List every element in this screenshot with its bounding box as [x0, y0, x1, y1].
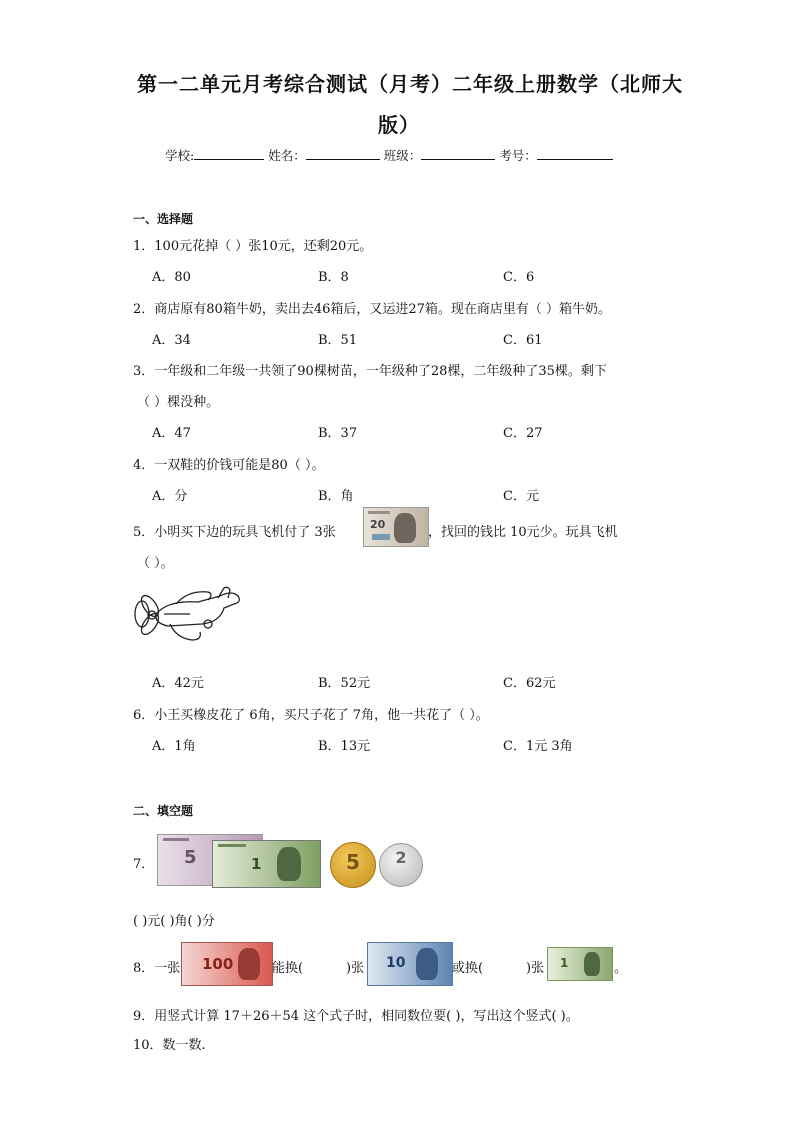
- q3-option-c[interactable]: C．27: [503, 426, 543, 441]
- page-title: 第一二单元月考综合测试（月考）二年级上册数学（北师大: [137, 72, 683, 96]
- banknote-100-yuan: [181, 942, 273, 986]
- q1-option-a[interactable]: A．80: [152, 270, 191, 285]
- q3-option-a[interactable]: A．47: [152, 426, 191, 441]
- question-5: 5．小明买下边的玩具飞机付了 3张: [133, 525, 336, 540]
- q3-option-b[interactable]: B．37: [318, 426, 358, 441]
- portrait-icon: [584, 952, 600, 976]
- q2-option-c[interactable]: C．61: [503, 333, 543, 348]
- exam-number-field[interactable]: [537, 146, 613, 160]
- q2-option-b[interactable]: B．51: [318, 333, 358, 348]
- q1-option-b[interactable]: B．8: [318, 270, 349, 285]
- class-label: 班级：: [383, 148, 422, 163]
- q2-option-a[interactable]: A．34: [152, 333, 191, 348]
- question-5-line2: （ ）。: [137, 556, 174, 571]
- coin-2-fen: [379, 843, 423, 887]
- banknote-value: 100: [202, 955, 234, 973]
- q4-option-b[interactable]: B．角: [318, 489, 354, 504]
- q8-blank-2[interactable]: [488, 957, 526, 973]
- portrait-icon: [416, 948, 438, 980]
- question-5-cont: ，找回的钱比 10元少。玩具飞机: [428, 525, 618, 540]
- question-1: 1．100元花掉（ ）张10元，还剩20元。: [133, 239, 373, 254]
- q4-option-a[interactable]: A．分: [152, 489, 188, 504]
- portrait-icon: [394, 513, 416, 543]
- question-8-part2: 能换(: [272, 961, 304, 976]
- question-8-part5: )张: [526, 961, 545, 976]
- toy-airplane-image: [128, 584, 252, 646]
- coin-value: 5: [346, 850, 360, 874]
- portrait-icon: [277, 847, 301, 881]
- banknote-value: 20: [370, 518, 386, 531]
- question-9: 9．用竖式计算 17＋26＋54 这个式子时，相同数位要( )，写出这个竖式( )。: [133, 1009, 579, 1024]
- q6-option-b[interactable]: B．13元: [318, 739, 371, 754]
- q5-option-c[interactable]: C．62元: [503, 676, 556, 691]
- name-field[interactable]: [306, 146, 380, 160]
- section-title: 二、填空题: [133, 804, 194, 818]
- question-8-part3: )张: [346, 961, 365, 976]
- school-field[interactable]: [194, 146, 264, 160]
- class-field[interactable]: [421, 146, 495, 160]
- portrait-icon: [238, 948, 260, 980]
- banknote-value: 10: [386, 955, 406, 971]
- banknote-value: 1: [251, 855, 262, 873]
- q6-option-a[interactable]: A．1角: [152, 739, 196, 754]
- banknote-value: 1: [560, 956, 569, 970]
- coin-value: 2: [395, 848, 407, 867]
- page-title-cont: 版）: [378, 113, 420, 137]
- question-8-part4: 或换(: [452, 961, 484, 976]
- question-3: 3．一年级和二年级一共领了90棵树苗，一年级种了28棵，二年级种了35棵。剩下: [133, 364, 607, 379]
- banknote-1-yuan: [212, 840, 321, 888]
- q4-option-c[interactable]: C．元: [503, 489, 539, 504]
- question-10: 10．数一数.: [133, 1038, 206, 1053]
- section-title: 一、选择题: [133, 212, 194, 226]
- banknote-value: 5: [184, 847, 197, 868]
- q1-option-c[interactable]: C．6: [503, 270, 535, 285]
- question-3-cont: （ ）棵没种。: [137, 395, 220, 410]
- coin-5-jiao: [330, 842, 376, 888]
- banknote-1-yuan-small: [547, 947, 613, 981]
- q5-option-a[interactable]: A．42元: [152, 676, 204, 691]
- q8-blank-1[interactable]: [308, 957, 346, 973]
- question-6: 6．小王买橡皮花了 6角，买尺子花了 7角，他一共花了（ ）。: [133, 708, 489, 723]
- question-2: 2．商店原有80箱牛奶，卖出去46箱后，又运进27箱。现在商店里有（ ）箱牛奶。: [133, 302, 612, 317]
- info-fields: [165, 146, 613, 164]
- exam-number-label: 考号：: [499, 148, 537, 163]
- name-label: 姓名：: [268, 148, 306, 163]
- q6-option-c[interactable]: C．1元 3角: [503, 739, 573, 754]
- question-8-part6: 。: [614, 961, 628, 976]
- school-label: 学校:: [165, 148, 195, 163]
- question-4: 4．一双鞋的价钱可能是80（ ）。: [133, 458, 325, 473]
- banknote-20-yuan: [363, 507, 429, 547]
- q7-answer-blanks[interactable]: ( )元( )角( )分: [133, 914, 215, 929]
- q5-option-b[interactable]: B．52元: [318, 676, 371, 691]
- question-7: 7．: [133, 857, 155, 872]
- banknote-10-yuan: [367, 942, 453, 986]
- question-8-part1: 8．一张: [133, 961, 181, 976]
